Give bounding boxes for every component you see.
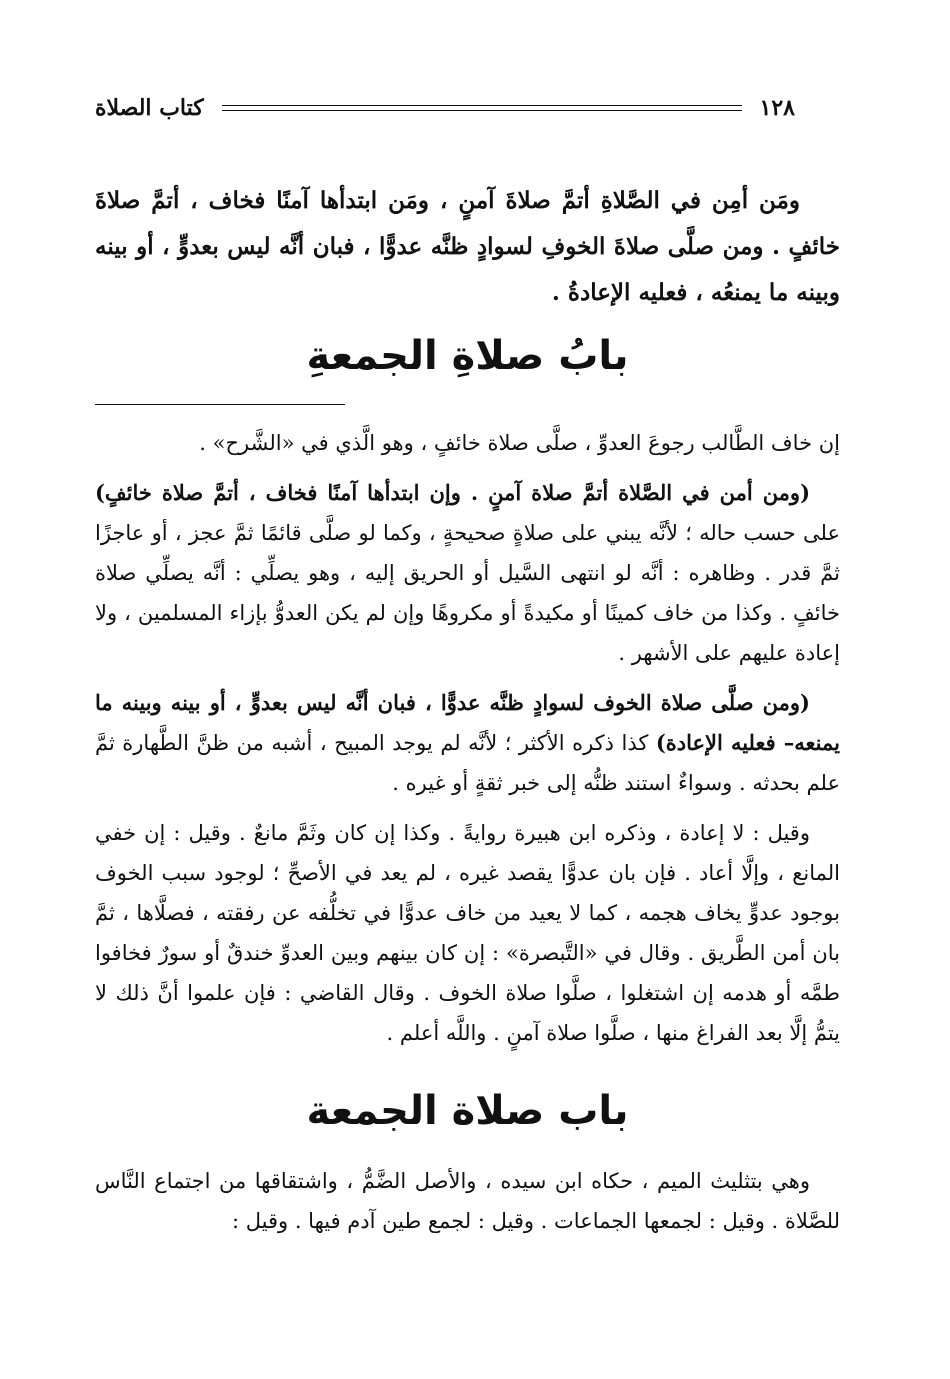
commentary-text: كذا ذكره الأكثر ؛ لأنَّه لم يوجد المبيح ، أشبه من ظنَّ الطَّهارة ثمَّ علم بحدثه . وسواءٌ استند ظنُّه إلى خبر ثقةٍ أو غيره . [95,731,840,795]
header-rule [222,105,742,111]
commentary-paragraph-3 [95,683,840,803]
chapter-heading-2: باب صلاة الجمعة [306,1088,629,1134]
commentary-paragraph-1: إن خاف الطَّالب رجوعَ العدوِّ ، صلَّى صلاة خائفٍ ، وهو الَّذي في «الشَّرح» . [199,431,840,455]
commentary-paragraph-2 [95,473,840,673]
matn-paragraph: ومَن أمِن في الصَّلاةِ أتمَّ صلاةَ آمنٍ ، ومَن ابتدأها آمنًا فخاف ، أتمَّ صلاةَ خائفٍ . ومن صلَّى صلاةَ الخوفِ لسوادٍ ظنَّه عدوًّا ، فبان أنَّه ليس بعدوٍّ ، أو بينه وبينه ما يمنعُه ، فعليه الإعادةُ . [95,187,840,306]
page-number: ١٢٨ [759,95,795,121]
running-header [95,90,795,126]
chapter-heading-1: بابُ صلاةِ الجمعةِ [306,333,629,379]
commentary-paragraph-4: وقيل : لا إعادة ، وذكره ابن هبيرة روايةً . وكذا إن كان وثَمَّ مانعٌ . وقيل : إن خفي المانع ، وإلَّا أعاد . فإن بان عدوًّا يقصد غيره ، لم يعد في الأصحِّ ؛ لوجود سبب الخوف بوجود عدوٍّ يخاف هجمه ، كما لا يعيد من خاف عدوًّا في تخلُّفه عن رفقته ، فصلَّاها ، ثمَّ بان أمن الطَّريق . وقال في «التَّبصرة» : إن كان بينهم وبين العدوِّ خندقٌ أو سورٌ فخافوا طمَّه أو هدمه إن اشتغلوا ، صلَّوا صلاة الخوف . وقال القاضي : فإن علموا أنَّ ذلك لا يتمُّ إلَّا بعد الفراغ منها ، صلَّوا صلاة آمنٍ . واللَّه أعلم . [95,821,840,1045]
page-content [95,178,840,1251]
heading-rule [95,404,345,405]
commentary-text: على حسب حاله ؛ لأنَّه يبني على صلاةٍ صحيحةٍ ، وكما لو صلَّى قائمًا ثمَّ عجز ، أو عاجزًا ثمَّ قدر . وظاهره : أنَّه لو انتهى السَّيل أو الحريق إليه ، وهو يصلِّي : أنَّه يصلِّي صلاة خائفٍ . وكذا من خاف كمينًا أو مكيدةً أو مكروهًا وإن لم يكن العدوُّ بإزاء المسلمين ، ولا إعادة عليهم على الأشهر . [95,521,840,665]
book-title: كتاب الصلاة [95,95,204,121]
matn-quote: (ومن صلَّى صلاة الخوف لسوادٍ ظنَّه عدوًّا ، فبان أنَّه ليس بعدوٍّ ، أو بينه وبينه ما يمنعه– فعليه الإعادة) [95,690,840,755]
matn-quote: (ومن أمن في الصَّلاة أتمَّ صلاة آمنٍ . وإن ابتدأها آمنًا فخاف ، أتمَّ صلاة خائفٍ) [95,480,810,505]
commentary-paragraph-5: وهي بتثليث الميم ، حكاه ابن سيده ، والأصل الضَّمُّ ، واشتقاقها من اجتماع النَّاس للصَّلاة . وقيل : لجمعها الجماعات . وقيل : لجمع طين آدم فيها . وقيل : [95,1169,840,1233]
